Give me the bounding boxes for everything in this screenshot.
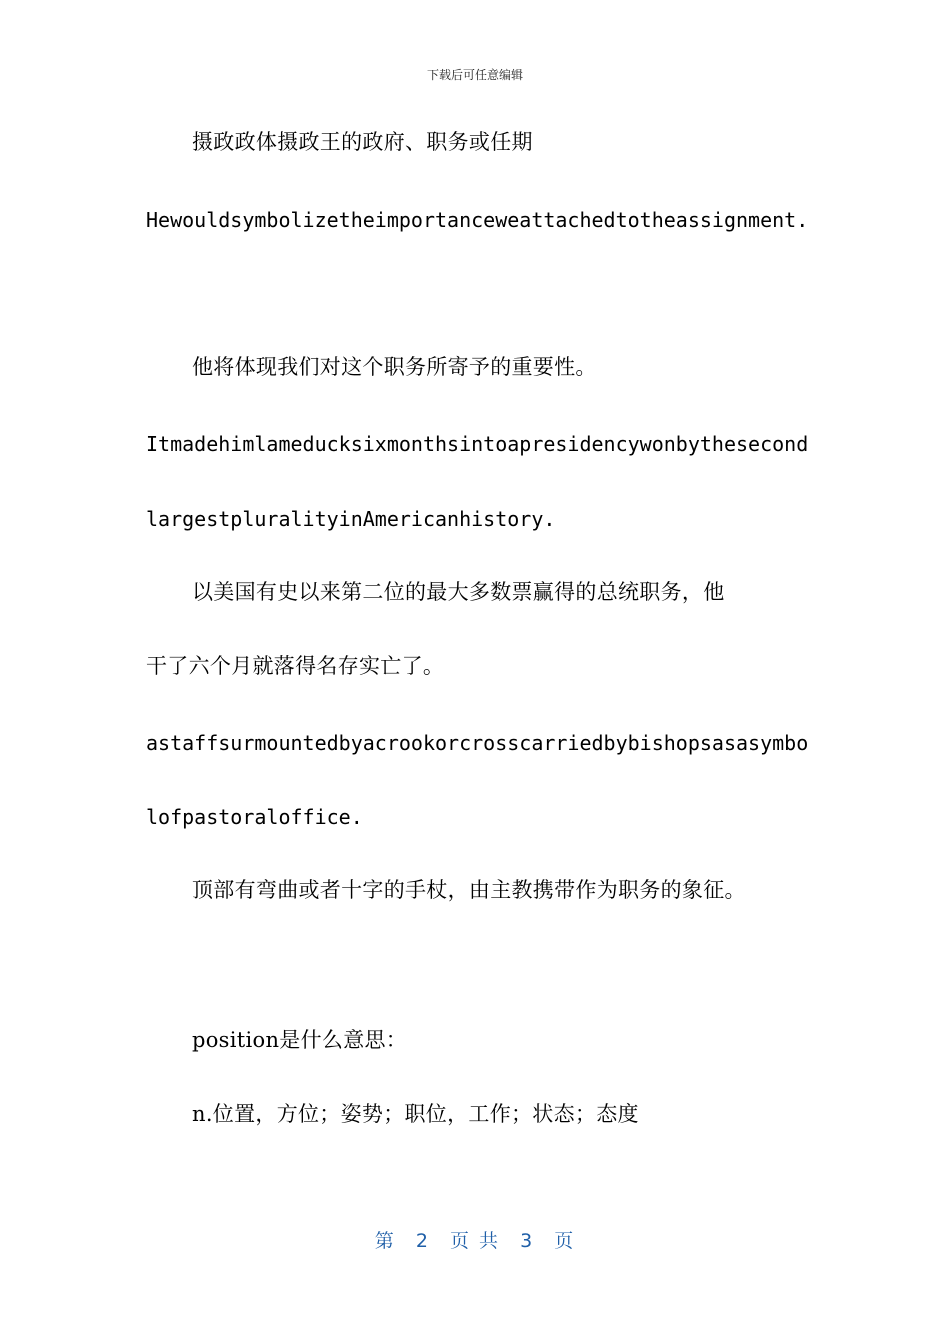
text-line: 他将体现我们对这个职务所寄予的重要性。 [192, 355, 597, 379]
text-line: position是什么意思： [192, 1028, 408, 1052]
text-line: 摄政政体摄政王的政府、职务或任期 [192, 130, 533, 154]
text-line: Hewouldsymbolizetheimportanceweattachedtotheassignment. [146, 208, 809, 232]
text-line: Itmadehimlameducksixmonthsintoapresidencywonbythesecond [146, 432, 809, 456]
footer-current-page: 2 [415, 1230, 430, 1252]
text-line: lofpastoraloffice. [146, 805, 363, 829]
text-line: largestpluralityinAmericanhistory. [146, 507, 556, 531]
page-footer [0, 1226, 950, 1253]
footer-suffix: 页 [554, 1230, 576, 1252]
text-line: n.位置，方位；姿势；职位，工作；状态；态度 [192, 1102, 639, 1126]
text-line: 干了六个月就落得名存实亡了。 [146, 654, 445, 678]
text-line: astaffsurmountedbyacrookorcrosscarriedbybishopsasasymbo [146, 731, 809, 755]
footer-total-pages: 3 [520, 1230, 535, 1252]
footer-middle: 页 共 [449, 1230, 501, 1252]
text-line: 顶部有弯曲或者十字的手杖，由主教携带作为职务的象征。 [192, 878, 746, 902]
text-line: 以美国有史以来第二位的最大多数票赢得的总统职务，他 [192, 580, 725, 604]
footer-prefix: 第 [374, 1230, 396, 1252]
page-header: 下载后可任意编辑 [426, 68, 523, 82]
